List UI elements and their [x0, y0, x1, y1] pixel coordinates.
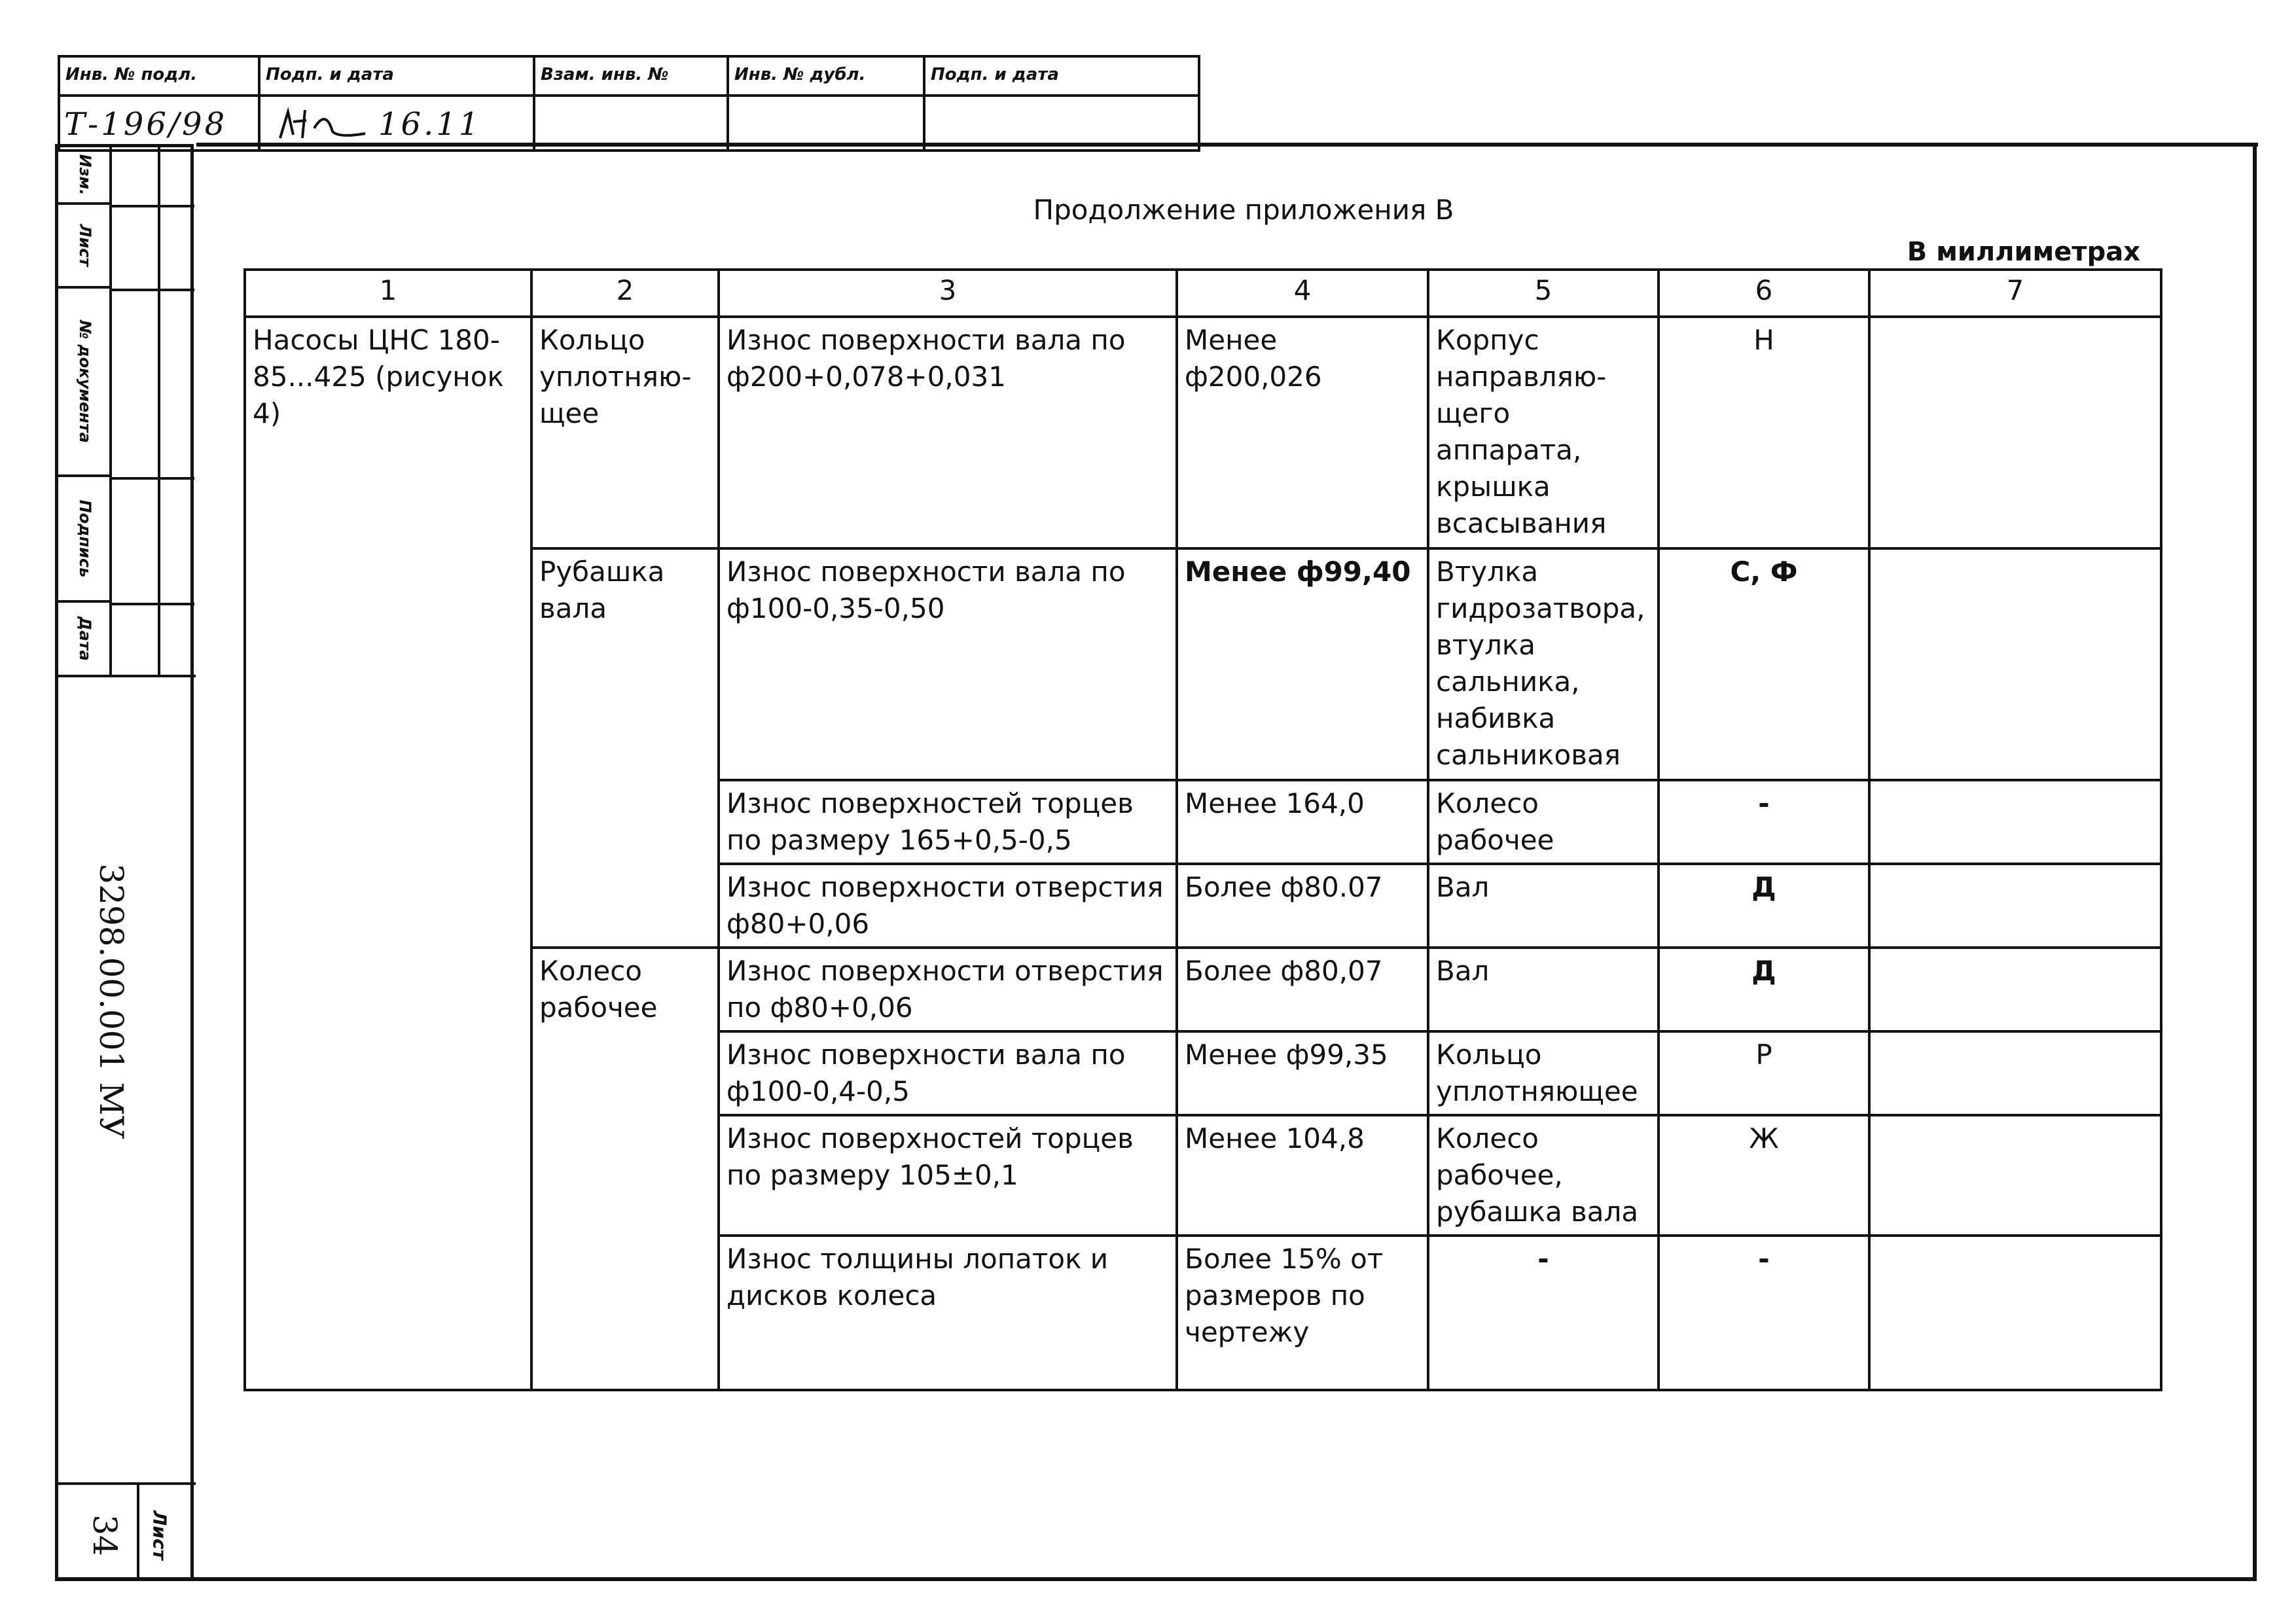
stamp-header-replace-inv: Взам. инв. № [533, 55, 729, 97]
strip-cell-list [58, 205, 112, 289]
strip-label-izm: Изм. [76, 154, 94, 196]
strip-cell-sign [58, 477, 112, 603]
limit-cell: Менее ф99,35 [1177, 1031, 1428, 1115]
limit-cell: Менее ф200,026 [1177, 317, 1428, 548]
part-cell: Кольцо уплотняю-щее [531, 317, 719, 548]
strip-cell-izm [58, 147, 112, 205]
approval-stamp [58, 55, 1200, 152]
sheet-number: 34 [86, 1514, 124, 1556]
table-header-row [245, 270, 2161, 317]
mating-cell: Корпус направляю-щего аппарата, крышка всасывания [1428, 317, 1659, 548]
defect-cell: Износ поверхности отверстия ф80+0,06 [719, 864, 1177, 948]
pump-cell: Насосы ЦНС 180-85...425 (рисунок 4) [245, 317, 531, 1390]
note-cell [1869, 1031, 2161, 1115]
handwritten-signature [274, 102, 372, 148]
defect-cell: Износ поверхности вала по ф100-0,35-0,50 [719, 548, 1177, 780]
defect-table [243, 268, 2162, 1391]
code-cell: Н [1659, 317, 1869, 548]
mating-cell: Вал [1428, 948, 1659, 1031]
col-header-2: 2 [531, 270, 719, 317]
limit-cell: Менее ф99,40 [1177, 548, 1428, 780]
stamp-value-inv-orig: Т-196/98 [58, 94, 260, 152]
table-row [245, 948, 2161, 1031]
mating-cell: Вал [1428, 864, 1659, 948]
note-cell [1869, 864, 2161, 948]
table-row [245, 317, 2161, 548]
stamp-header-inv-dup: Инв. № дубл. [726, 55, 925, 97]
defect-cell: Износ поверхности отверстия по ф80+0,06 [719, 948, 1177, 1031]
code-cell: - [1659, 1236, 1869, 1390]
frame-bottom-border [55, 1577, 2257, 1581]
defect-cell: Износ толщины лопаток и дисков колеса [719, 1236, 1177, 1390]
stamp-header-sign-date: Подп. и дата [258, 55, 535, 97]
mating-cell: - [1428, 1236, 1659, 1390]
limit-cell: Более 15% от размеров по чертежу [1177, 1236, 1428, 1390]
code-cell: - [1659, 780, 1869, 864]
strip-label-date: Дата [76, 616, 94, 661]
code-cell: Р [1659, 1031, 1869, 1115]
note-cell [1869, 317, 2161, 548]
note-cell [1869, 780, 2161, 864]
defect-cell: Износ поверхности вала по ф100-0,4-0,5 [719, 1031, 1177, 1115]
appendix-caption: Продолжение приложения В [1033, 194, 1454, 226]
limit-cell: Более ф80,07 [1177, 948, 1428, 1031]
part-cell: Колесо рабочее [531, 948, 719, 1390]
defect-cell: Износ поверхностей торцев по размеру 165+0,5-0,5 [719, 780, 1177, 864]
strip-label-sign: Подпись [76, 499, 94, 578]
strip-label-doc: № документа [76, 320, 94, 443]
col-header-6: 6 [1659, 270, 1869, 317]
strip-row-line-1 [109, 205, 194, 207]
strip-row-line-2 [109, 289, 194, 291]
stamp-header-sign-date-2: Подп. и дата [923, 55, 1200, 97]
document-code: 3298.00.001 МУ [92, 863, 130, 1139]
mating-cell: Колесо рабочее, рубашка вала [1428, 1115, 1659, 1236]
strip-cell-date [58, 603, 112, 677]
strip-cell-doc [58, 289, 112, 477]
strip-sheet-box-top [58, 1482, 196, 1485]
code-cell: Д [1659, 948, 1869, 1031]
strip-col-divider-2 [158, 147, 160, 677]
col-header-5: 5 [1428, 270, 1659, 317]
col-header-1: 1 [245, 270, 531, 317]
mating-cell: Втулка гидрозатвора, втулка сальника, набивка сальниковая [1428, 548, 1659, 780]
strip-row-line-5 [58, 675, 196, 677]
left-title-strip [55, 144, 194, 1581]
table-row [245, 548, 2161, 780]
defect-cell: Износ поверхности вала по ф200+0,078+0,031 [719, 317, 1177, 548]
note-cell [1869, 548, 2161, 780]
limit-cell: Более ф80.07 [1177, 864, 1428, 948]
limit-cell: Менее 104,8 [1177, 1115, 1428, 1236]
code-cell: Ж [1659, 1115, 1869, 1236]
stamp-sign-date-text: 16.11 [378, 106, 482, 143]
col-header-3: 3 [719, 270, 1177, 317]
part-cell: Рубашка вала [531, 548, 719, 948]
strip-row-line-4 [109, 603, 194, 605]
frame-right-border [2253, 143, 2257, 1580]
note-cell [1869, 1115, 2161, 1236]
mating-cell: Кольцо уплотняющее [1428, 1031, 1659, 1115]
frame-top-border [196, 143, 2258, 147]
note-cell [1869, 948, 2161, 1031]
code-cell: С, Ф [1659, 548, 1869, 780]
strip-sheet-box-divider [137, 1482, 139, 1580]
limit-cell: Менее 164,0 [1177, 780, 1428, 864]
defect-cell: Износ поверхностей торцев по размеру 105±0,1 [719, 1115, 1177, 1236]
note-cell [1869, 1236, 2161, 1390]
strip-label-list: Лист [76, 224, 94, 267]
sheet-label: Лист [149, 1510, 171, 1560]
strip-row-line-3 [109, 477, 194, 480]
code-cell: Д [1659, 864, 1869, 948]
units-note: В миллиметрах [1907, 237, 2140, 267]
col-header-7: 7 [1869, 270, 2161, 317]
stamp-header-inv-orig: Инв. № подл. [58, 55, 260, 97]
mating-cell: Колесо рабочее [1428, 780, 1659, 864]
col-header-4: 4 [1177, 270, 1428, 317]
